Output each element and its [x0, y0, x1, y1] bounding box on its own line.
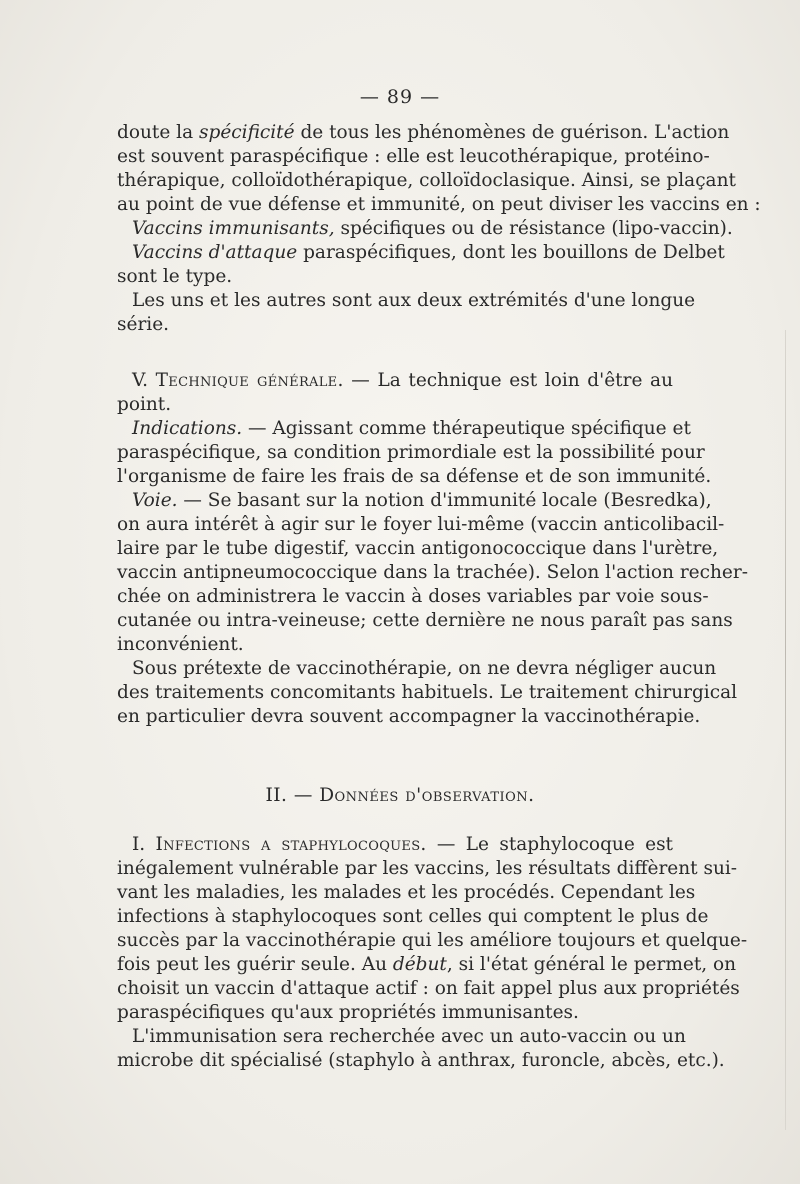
text-line: vaccin antipneumococcique dans la trachée). Selon l'action recher- [117, 562, 748, 583]
text-line: inconvénient. [117, 634, 244, 655]
text-line: microbe dit spécialisé (staphylo à anthrax, furoncle, abcès, etc.). [117, 1050, 725, 1071]
text-line: est souvent paraspécifique : elle est leucothérapique, protéino- [117, 146, 710, 167]
text-line: inégalement vulnérable par les vaccins, les résultats diffèrent sui- [117, 858, 738, 879]
text-line: Voie. — Se basant sur la notion d'immunité locale (Besredka), [132, 490, 712, 511]
text-line: Vaccins immunisants, spécifiques ou de résistance (lipo-vaccin). [132, 218, 733, 239]
text-line: thérapique, colloïdothérapique, colloïdoclasique. Ainsi, se plaçant [117, 170, 736, 191]
subheading-voie: Voie. [132, 490, 178, 511]
text-line: l'organisme de faire les frais de sa défense et de son immunité. [117, 466, 712, 487]
text-line: Vaccins d'attaque paraspécifiques, dont les bouillons de Delbet [132, 242, 725, 263]
text-line: choisit un vaccin d'attaque actif : on fait appel plus aux propriétés [117, 978, 740, 999]
text-line: Sous prétexte de vaccinothérapie, on ne devra négliger aucun [132, 658, 717, 679]
text-line: Indications. — Agissant comme thérapeutique spécifique et [132, 418, 691, 439]
subheading-indications: Indications. [132, 418, 243, 439]
page-edge-shadow [785, 330, 786, 1130]
section-title: Technique générale. [155, 370, 344, 391]
section-heading-line: V. Technique générale. — La technique est loin d'être au [132, 370, 673, 391]
text-line: fois peut les guérir seule. Au début, si l'état général le permet, on [117, 954, 737, 975]
text-line: sont le type. [117, 266, 233, 287]
text-line: Les uns et les autres sont aux deux extrémités d'une longue [132, 290, 696, 311]
text-line: des traitements concomitants habituels. Le traitement chirurgical [117, 682, 738, 703]
chapter-heading: II. — Données d'observation. [265, 785, 535, 806]
text-line: paraspécifique, sa condition primordiale est la possibilité pour [117, 442, 705, 463]
text-line: L'immunisation sera recherchée avec un auto-vaccin ou un [132, 1026, 686, 1047]
section-technique [117, 369, 748, 729]
section-staphylocoques [117, 833, 748, 1073]
text-line: vant les maladies, les malades et les procédés. Cependant les [117, 882, 696, 903]
page-number: — 89 — [359, 86, 441, 108]
text-line: infections à staphylocoques sont celles qui comptent le plus de [117, 906, 709, 927]
text-line: paraspécifiques qu'aux propriétés immunisantes. [117, 1002, 579, 1023]
section-title: Infections a staphylocoques. [155, 834, 427, 855]
text-line: on aura intérêt à agir sur le foyer lui-même (vaccin anticolibacil- [117, 514, 725, 535]
text-line: doute la spécificité de tous les phénomènes de guérison. L'action [117, 122, 730, 143]
text-line: point. [117, 394, 172, 415]
text-line: succès par la vaccinothérapie qui les améliore toujours et quelque- [117, 930, 748, 951]
text-line: en particulier devra souvent accompagner la vaccinothérapie. [117, 706, 701, 727]
section-heading-line: I. Infections a staphylocoques. — Le staphylocoque est [132, 834, 673, 855]
text-line: série. [117, 314, 170, 335]
text-line: au point de vue défense et immunité, on peut diviser les vaccins en : [117, 194, 761, 215]
paragraph-intro [117, 121, 761, 337]
text-line: cutanée ou intra-veineuse; cette dernière ne nous paraît pas sans [117, 610, 733, 631]
text-line: chée on administrera le vaccin à doses variables par voie sous- [117, 586, 709, 607]
text-line: laire par le tube digestif, vaccin antigonococcique dans l'urètre, [117, 538, 719, 559]
